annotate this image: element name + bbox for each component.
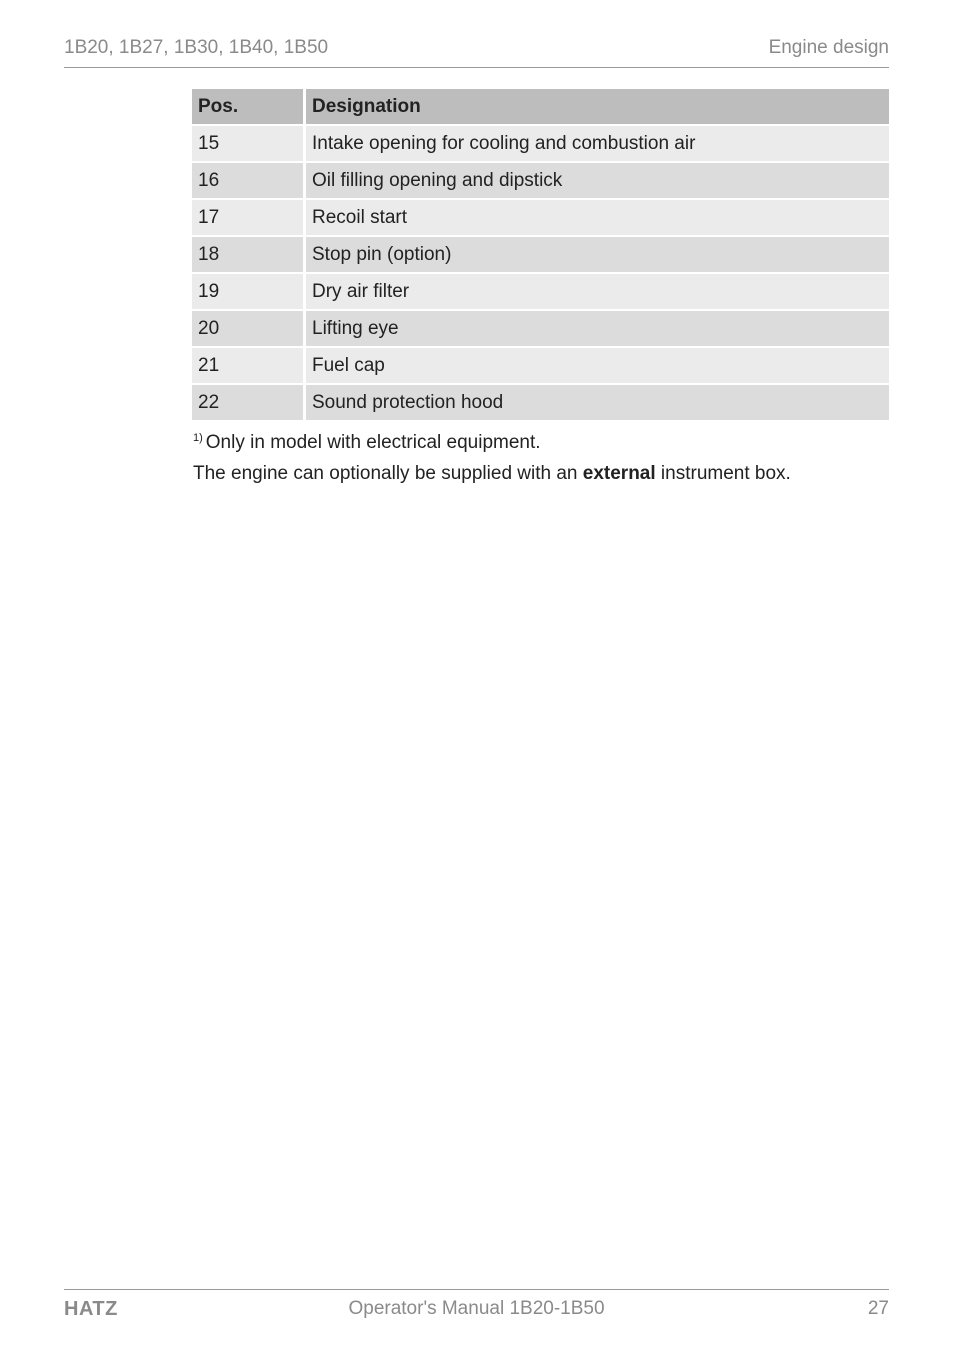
footer-manual-title: Operator's Manual 1B20-1B50 (348, 1298, 605, 1319)
cell-pos: 22 (192, 385, 306, 422)
page-number: 27 (867, 1298, 889, 1319)
note-text-bold: external (582, 463, 656, 484)
cell-pos: 21 (192, 348, 306, 385)
footnote-text: Only in model with electrical equipment. (205, 432, 541, 453)
page-header (64, 36, 889, 68)
table-row (192, 348, 889, 385)
column-header-pos: Pos. (192, 89, 306, 126)
cell-designation: Fuel cap (306, 348, 889, 385)
parts-table (192, 89, 889, 422)
cell-designation: Sound protection hood (306, 385, 889, 422)
cell-designation: Recoil start (306, 200, 889, 237)
table-row (192, 311, 889, 348)
footnote (193, 432, 541, 454)
table-row (192, 126, 889, 163)
note-text-before: The engine can optionally be supplied with an (193, 463, 583, 484)
note-paragraph (193, 463, 791, 485)
cell-designation: Dry air filter (306, 274, 889, 311)
footnote-marker: 1) (193, 432, 203, 444)
table-row (192, 237, 889, 274)
cell-pos: 19 (192, 274, 306, 311)
page-footer (64, 1289, 889, 1330)
hatz-logo: HATZ (64, 1298, 118, 1320)
cell-pos: 17 (192, 200, 306, 237)
header-section-title: Engine design (768, 37, 889, 58)
cell-designation: Stop pin (option) (306, 237, 889, 274)
cell-designation: Lifting eye (306, 311, 889, 348)
header-models: 1B20, 1B27, 1B30, 1B40, 1B50 (64, 37, 329, 58)
table-row (192, 274, 889, 311)
cell-designation: Intake opening for cooling and combustion air (306, 126, 889, 163)
cell-designation: Oil filling opening and dipstick (306, 163, 889, 200)
cell-pos: 15 (192, 126, 306, 163)
cell-pos: 18 (192, 237, 306, 274)
column-header-designation: Designation (306, 89, 889, 126)
table-row (192, 163, 889, 200)
note-text-after: instrument box. (655, 463, 791, 484)
cell-pos: 20 (192, 311, 306, 348)
cell-pos: 16 (192, 163, 306, 200)
table-header-row (192, 89, 889, 126)
table-row (192, 385, 889, 422)
table-row (192, 200, 889, 237)
